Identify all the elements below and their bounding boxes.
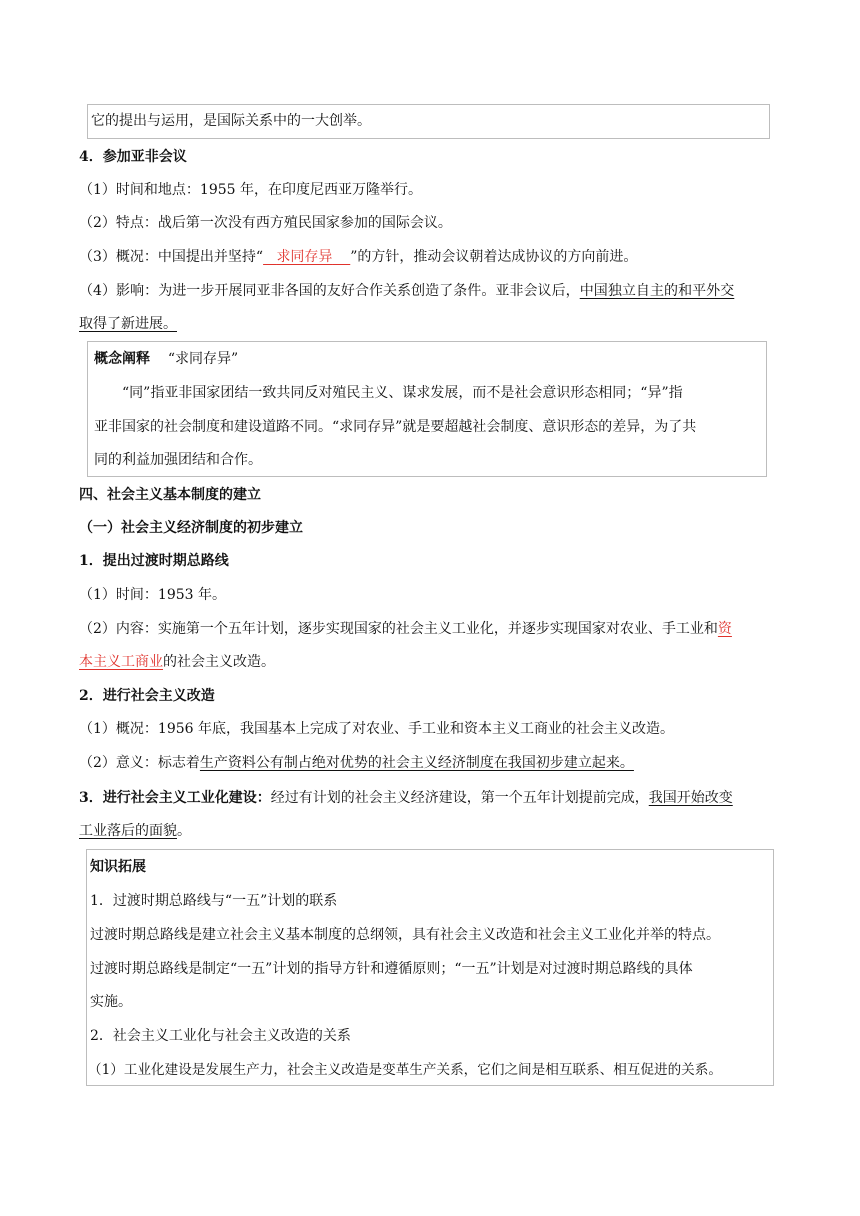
text-span: 。 xyxy=(177,823,191,839)
knowledge-line: （1）工业化建设是发展生产力，社会主义改造是变革生产关系，它们之间是相互联系、相互促进的关系。 xyxy=(88,1062,722,1078)
section-heading: 1．提出过渡时期总路线 xyxy=(79,553,229,569)
paragraph: （2）特点：战后第一次没有西方殖民国家参加的国际会议。 xyxy=(79,215,452,231)
concept-line: “同”指亚非国家团结一致共同反对殖民主义、谋求发展，而不是社会意识形态相同；“异”指 xyxy=(122,385,683,401)
concept-line: 同的利益加强团结和合作。 xyxy=(94,452,262,468)
underlined-text: 我国开始改变 xyxy=(648,790,733,806)
underlined-text: 取得了新进展。 xyxy=(79,316,177,332)
section-heading: 2．进行社会主义改造 xyxy=(79,688,215,704)
fill-blank-answer xyxy=(263,249,350,265)
text-span: 的社会主义改造。 xyxy=(163,654,275,670)
paragraph xyxy=(79,619,732,639)
knowledge-line: 实施。 xyxy=(90,994,132,1010)
paragraph xyxy=(79,821,191,841)
paragraph xyxy=(79,753,634,773)
part-title: 四、社会主义基本制度的建立 xyxy=(79,487,261,503)
knowledge-label: 知识拓展 xyxy=(90,859,146,875)
text-span: （2）意义：标志着 xyxy=(79,755,200,771)
highlighted-answer: 资 xyxy=(717,621,732,637)
highlighted-answer: 本主义工商业 xyxy=(79,654,163,670)
concept-label: 概念阐释 xyxy=(94,351,150,367)
text-span: （4）影响：为进一步开展同亚非各国的友好合作关系创造了条件。亚非会议后， xyxy=(79,283,580,299)
concept-line: 亚非国家的社会制度和建设道路不同。“求同存异”就是要超越社会制度、意识形态的差异，为了共 xyxy=(94,419,697,435)
paragraph xyxy=(79,281,734,301)
concept-box xyxy=(87,341,767,477)
paragraph xyxy=(79,788,733,808)
sub-title: （一）社会主义经济制度的初步建立 xyxy=(79,520,303,536)
paragraph xyxy=(79,247,637,267)
knowledge-subtitle: 2．社会主义工业化与社会主义改造的关系 xyxy=(90,1028,351,1044)
underlined-text: 工业落后的面貌 xyxy=(79,823,177,839)
paragraph: （1）概况：1956 年底，我国基本上完成了对农业、手工业和资本主义工商业的社会主义改造。 xyxy=(79,721,674,737)
concept-title xyxy=(94,349,238,369)
underlined-text: 中国独立自主的和平外交 xyxy=(579,283,735,299)
text-span: 经过有计划的社会主义经济建设，第一个五年计划提前完成， xyxy=(270,790,649,806)
fill-blank-text: 求同存异 xyxy=(276,249,333,265)
paragraph xyxy=(79,314,177,334)
knowledge-box xyxy=(86,849,774,1086)
text-span: （3）概况：中国提出并坚持“ xyxy=(79,249,264,265)
section-heading: 4．参加亚非会议 xyxy=(79,149,187,165)
paragraph: （1）时间：1953 年。 xyxy=(79,587,226,603)
text-span: ”的方针，推动会议朝着达成协议的方向前进。 xyxy=(350,249,638,265)
text-span: （2）内容：实施第一个五年计划，逐步实现国家的社会主义工业化，并逐步实现国家对农业、手工业和 xyxy=(79,621,718,637)
paragraph xyxy=(79,652,275,672)
underlined-text: 生产资料公有制占绝对优势的社会主义经济制度在我国初步建立起来。 xyxy=(199,755,634,771)
inline-heading: 3．进行社会主义工业化建设： xyxy=(79,790,271,806)
top-note-text: 它的提出与运用，是国际关系中的一大创举。 xyxy=(91,113,371,129)
knowledge-line: 过渡时期总路线是制定“一五”计划的指导方针和遵循原则；“一五”计划是对过渡时期总路线的具体 xyxy=(90,961,693,977)
knowledge-subtitle: 1．过渡时期总路线与“一五”计划的联系 xyxy=(90,893,338,909)
paragraph: （1）时间和地点：1955 年，在印度尼西亚万隆举行。 xyxy=(79,182,422,198)
concept-term: “求同存异” xyxy=(167,351,239,367)
top-note-box xyxy=(87,104,770,139)
knowledge-line: 过渡时期总路线是建立社会主义基本制度的总纲领，具有社会主义改造和社会主义工业化并举的特点。 xyxy=(90,927,720,943)
